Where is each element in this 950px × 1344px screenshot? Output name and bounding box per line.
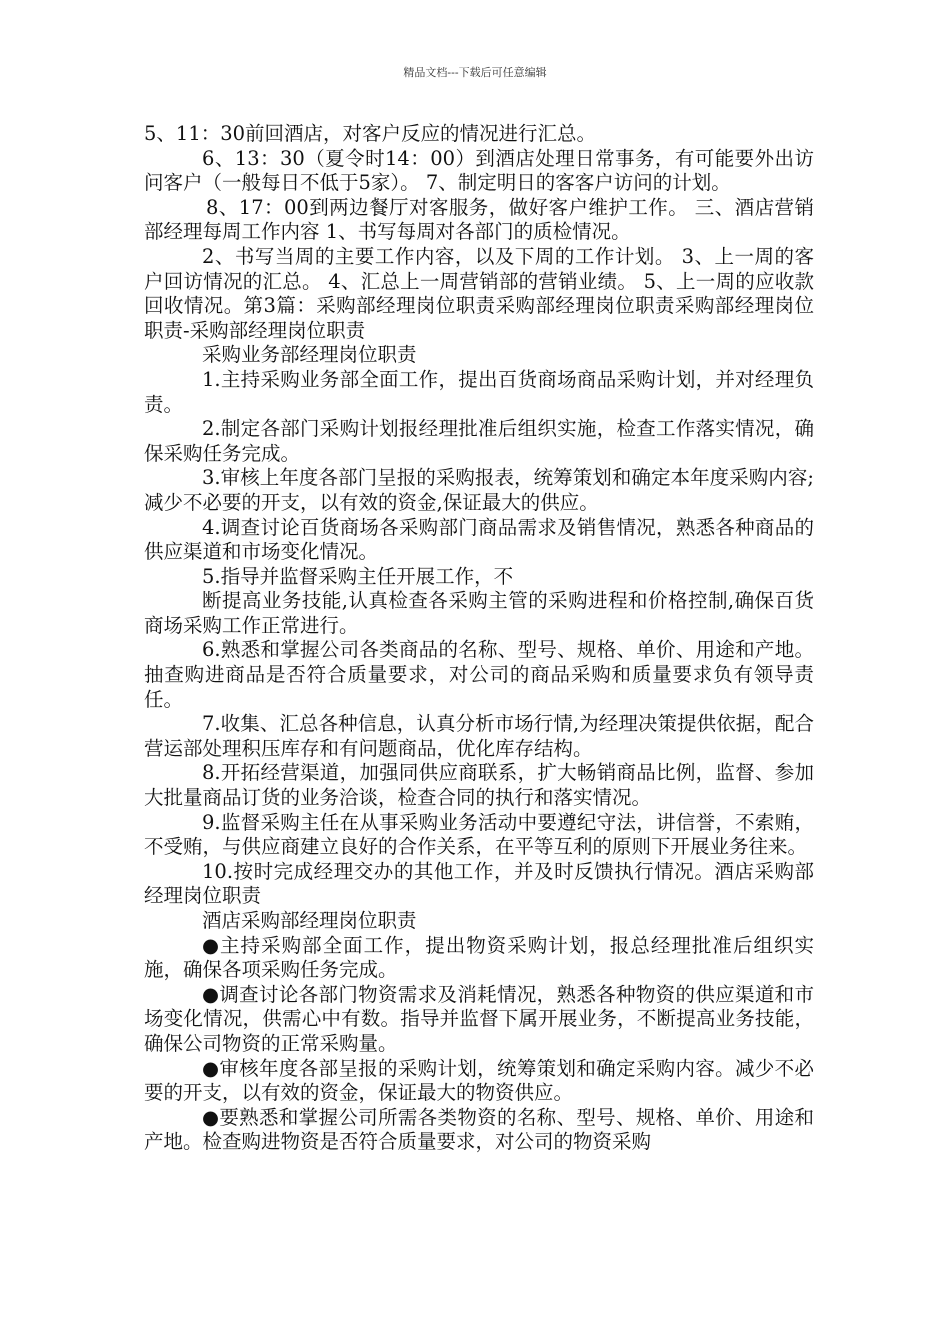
paragraph-1: 5、11：30前回酒店，对客户反应的情况进行汇总。 [144, 122, 597, 145]
duty-item-5: 5.指导并监督采购主任开展工作，不 [202, 564, 514, 588]
paragraph-3: 8、17：00到两边餐厅对客服务，做好客户维护工作。 三、酒店营销部经理每周工作内容 1、书写每周对各部门的质检情况。 [144, 195, 814, 244]
bullet-item-1: ●主持采购部全面工作，提出物资采购计划，报总经理批准后组织实施，确保各项采购任务完成。 [144, 933, 814, 982]
duty-item-4: 4.调查讨论百货商场各采购部门商品需求及销售情况，熟悉各种商品的供应渠道和市场变化情况。 [144, 515, 814, 564]
bullet-item-4: ●要熟悉和掌握公司所需各类物资的名称、型号、规格、单价、用途和产地。检查购进物资是否符合质量要求，对公司的物资采购 [144, 1105, 814, 1154]
duty-item-5-continued: 断提高业务技能,认真检查各采购主管的采购进程和价格控制,确保百货商场采购工作正常进行。 [144, 589, 814, 637]
duty-item-9: 9.监督采购主任在从事采购业务活动中要遵纪守法，讲信誉，不索贿，不受贿，与供应商建立良好的合作关系，在平等互利的原则下开展业务往来。 [144, 810, 814, 859]
duty-item-1: 1.主持采购业务部全面工作，提出百货商场商品采购计划，并对经理负责。 [144, 367, 814, 416]
paragraph-4: 2、书写当周的主要工作内容，以及下周的工作计划。 3、上一周的客户回访情况的汇总。 4、汇总上一周营销部的营销业绩。 5、上一周的应收款回收情况。第3篇：采购部经理岗位职责采购部经理岗位职责采购部经理岗位职责-采购部经理岗位职责 [144, 244, 814, 342]
page-header: 精品文档---下载后可任意编辑 [403, 66, 547, 79]
section-heading-hotel-purchasing: 酒店采购部经理岗位职责 [202, 909, 417, 932]
bullet-item-2: ●调查讨论各部门物资需求及消耗情况，熟悉各种物资的供应渠道和市场变化情况，供需心中有数。指导并监督下属开展业务，不断提高业务技能，确保公司物资的正常采购量。 [144, 982, 814, 1055]
duty-item-7: 7.收集、汇总各种信息，认真分析市场行情,为经理决策提供依据，配合营运部处理积压库存和有问题商品，优化库存结构。 [144, 712, 814, 760]
duty-item-6: 6.熟悉和掌握公司各类商品的名称、型号、规格、单价、用途和产地。抽查购进商品是否符合质量要求，对公司的商品采购和质量要求负有领导责任。 [144, 638, 814, 711]
section-heading-purchasing-business: 采购业务部经理岗位职责 [202, 343, 417, 367]
duty-item-10: 10.按时完成经理交办的其他工作，并及时反馈执行情况。酒店采购部经理岗位职责 [144, 859, 814, 908]
paragraph-2: 6、13：30（夏令时14：00）到酒店处理日常事务，有可能要外出访问客户（一般每日不低于5家）。 7、制定明日的客客户访问的计划。 [144, 146, 814, 195]
duty-item-8: 8.开拓经营渠道，加强同供应商联系，扩大畅销商品比例，监督、参加大批量商品订货的业务洽谈，检查合同的执行和落实情况。 [144, 761, 814, 810]
bullet-item-3: ●审核年度各部呈报的采购计划，统筹策划和确定采购内容。减少不必要的开支，以有效的资金，保证最大的物资供应。 [144, 1056, 814, 1105]
duty-item-2: 2.制定各部门采购计划报经理批准后组织实施，检查工作落实情况，确保采购任务完成。 [144, 417, 814, 465]
duty-item-3: 3.审核上年度各部门呈报的采购报表，统筹策划和确定本年度采购内容;减少不必要的开支，以有效的资金,保证最大的供应。 [144, 466, 814, 514]
document-body [144, 122, 814, 1155]
